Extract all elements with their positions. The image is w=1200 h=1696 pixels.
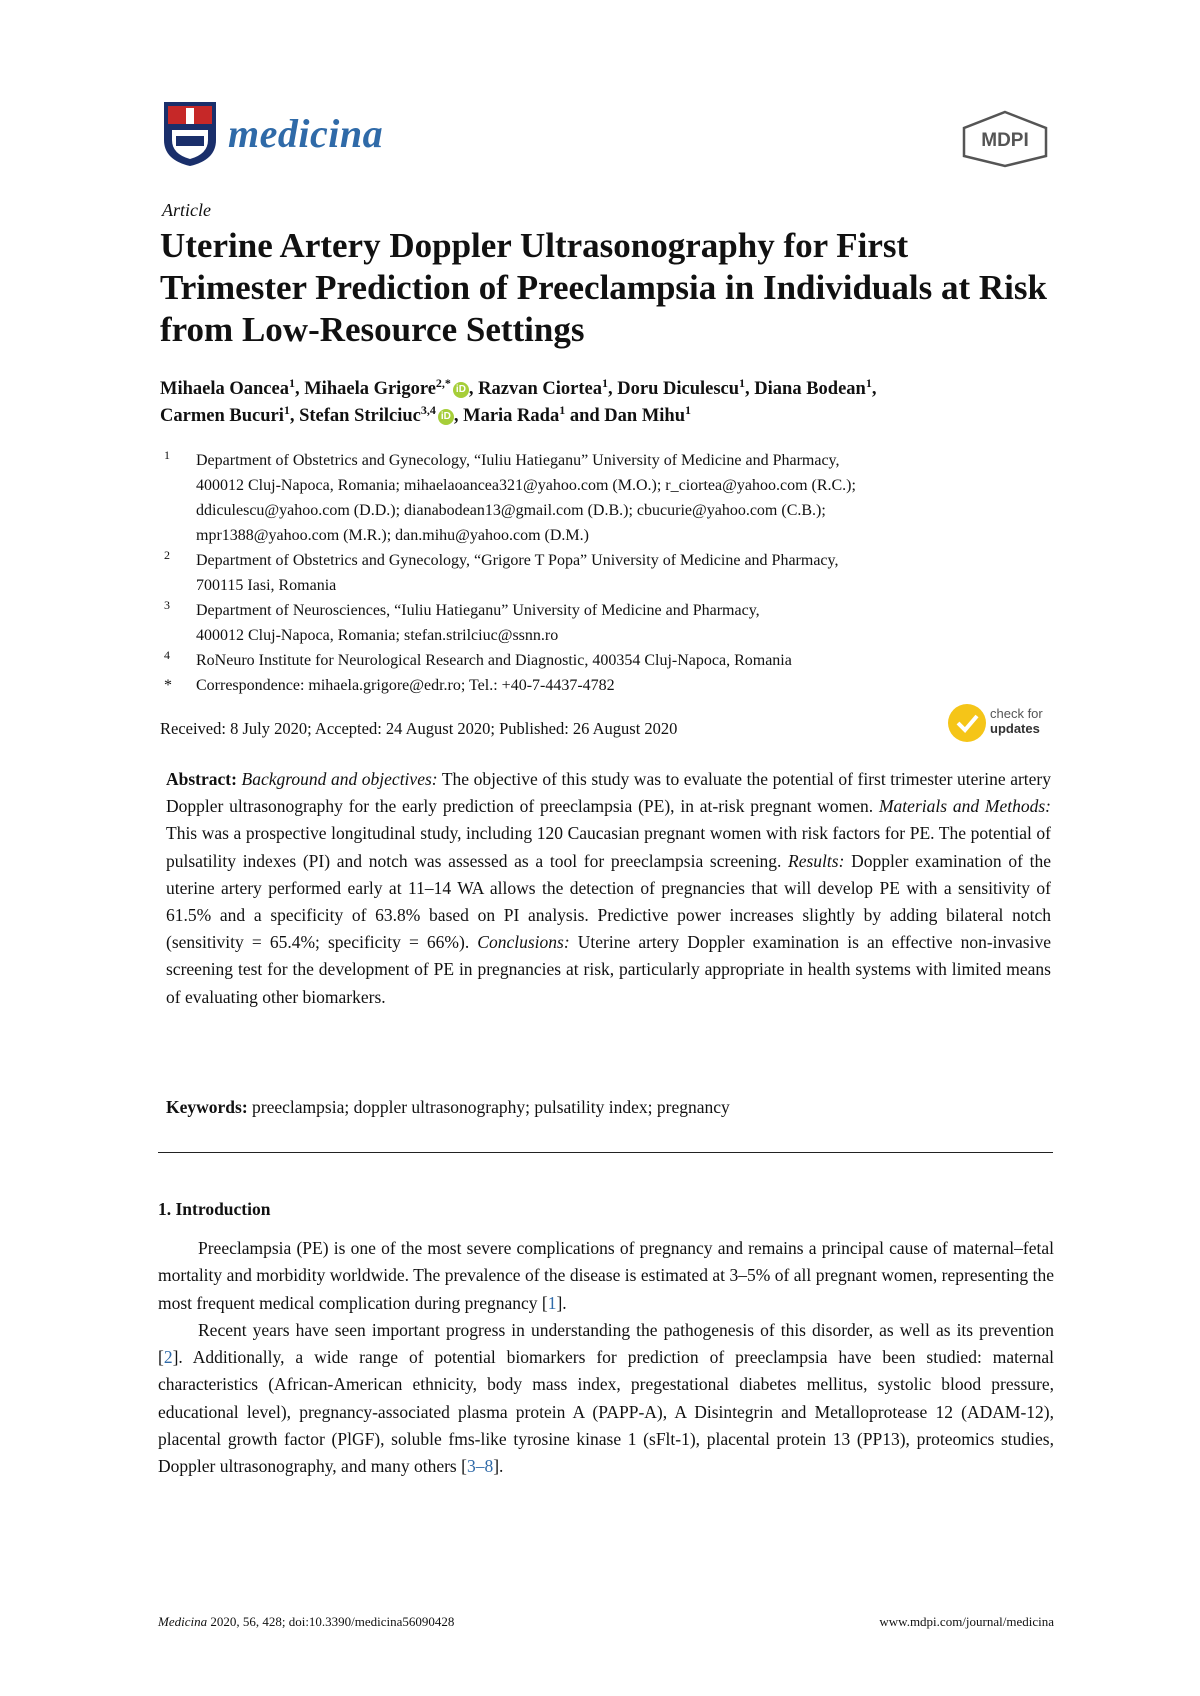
author-separator: , xyxy=(453,406,464,426)
author-separator: and xyxy=(565,406,605,426)
author-separator: , xyxy=(608,379,618,399)
checkmark-icon xyxy=(948,704,986,742)
orcid-icon[interactable]: iD xyxy=(438,409,454,425)
author-affiliation-mark: 1 xyxy=(865,375,872,390)
orcid-icon[interactable]: iD xyxy=(453,382,469,398)
affiliation-mark: 4 xyxy=(164,648,170,662)
author-name[interactable]: Mihaela Grigore xyxy=(304,379,436,399)
affiliation-line: RoNeuro Institute for Neurological Research and Diagnostic, 400354 Cluj-Napoca, Romania xyxy=(196,652,792,669)
affiliation-item xyxy=(160,673,1070,698)
abstract-text: This was a prospective longitudinal study, including 120 Caucasian pregnant women with risk factors for PE. The potential of pulsatility indexes (PI) and notch was assessed as a tool for preeclampsia screening. xyxy=(166,823,1051,871)
mdpi-logo xyxy=(960,110,1050,168)
check-for-updates-badge[interactable] xyxy=(948,704,1058,746)
affiliation-mark: 1 xyxy=(164,448,170,462)
abstract-text: Doppler examination of the uterine artery performed early at 11–14 WA allows the detection of pregnancies that will develop PE with a sensitivity of 61.5% and a specificity of 63.8% based on PI analysis. Predictive power increases slightly by adding bilateral notch (sensitivity = 65.4%; specificity = 66%). xyxy=(166,850,1051,953)
author-name[interactable]: Maria Rada xyxy=(463,406,560,426)
author-affiliation-mark: 1 xyxy=(288,375,295,390)
affiliation-line: mpr1388@yahoo.com (M.R.); dan.mihu@yahoo.com (D.M.) xyxy=(196,527,589,544)
affiliation-mark: * xyxy=(164,677,172,694)
author-name[interactable]: Carmen Bucuri xyxy=(160,406,284,426)
journal-crest-logo xyxy=(162,100,218,168)
abstract-subheading: Results: xyxy=(788,850,845,871)
body-paragraph xyxy=(158,1235,1054,1317)
body-paragraph xyxy=(158,1317,1054,1481)
journal-name: medicina xyxy=(228,111,384,156)
author-list xyxy=(160,376,1070,430)
author-separator: , xyxy=(871,379,877,399)
author-name[interactable]: Doru Diculescu xyxy=(617,379,740,399)
author-name[interactable]: Stefan Strilciuc xyxy=(299,406,421,426)
author-name[interactable]: Razvan Ciortea xyxy=(478,379,602,399)
author-name[interactable]: Diana Bodean xyxy=(754,379,866,399)
abstract-subheading: Background and objectives: xyxy=(241,769,438,789)
author-separator: , xyxy=(294,379,305,399)
footer-url[interactable]: www.mdpi.com/journal/medicina xyxy=(879,1614,1054,1629)
affiliation-item xyxy=(160,548,1070,598)
publication-dates: Received: 8 July 2020; Accepted: 24 August 2020; Published: 26 August 2020 xyxy=(160,719,678,738)
abstract-label: Abstract: xyxy=(166,769,237,789)
paragraph-text: Recent years have seen important progress in understanding the pathogenesis of this disorder, as well as its prevention [ xyxy=(158,1319,1054,1368)
section-heading: 1. Introduction xyxy=(158,1199,271,1219)
check-updates-line1: check for xyxy=(990,706,1043,721)
affiliation-line: Department of Neurosciences, “Iuliu Hatieganu” University of Medicine and Pharmacy, xyxy=(196,602,760,619)
citation-link[interactable]: 1 xyxy=(547,1292,557,1313)
section-divider xyxy=(158,1152,1053,1153)
author-separator: , xyxy=(468,379,479,399)
author-affiliation-mark: 2,* xyxy=(435,375,451,390)
citation-link[interactable]: 3–8 xyxy=(466,1456,494,1477)
affiliation-line: Department of Obstetrics and Gynecology, “Grigore T Popa” University of Medicine and Pharmacy, xyxy=(196,552,839,569)
citation-link[interactable]: 2 xyxy=(163,1347,173,1368)
abstract-subheading: Conclusions: xyxy=(477,932,570,953)
abstract-subheading: Materials and Methods: xyxy=(878,796,1051,817)
article-type: Article xyxy=(162,200,211,220)
author-separator: , xyxy=(745,379,755,399)
author-affiliation-mark: 1 xyxy=(602,375,608,390)
affiliation-mark: 2 xyxy=(164,548,170,562)
article-title: Uterine Artery Doppler Ultrasonography for First Trimester Prediction of Preeclampsia in Individuals at Risk from Low-Resource Settings xyxy=(160,226,1047,349)
paragraph-text: ]. xyxy=(493,1456,504,1477)
abstract-text: The objective of this study was to evaluate the potential of first trimester uterine artery Doppler ultrasonography for the early prediction of preeclampsia (PE), in at-risk pregnant women. xyxy=(166,769,1051,817)
author-name[interactable]: Dan Mihu xyxy=(604,406,685,426)
footer-citation-rest: 2020, 56, 428; doi:10.3390/medicina56090428 xyxy=(207,1614,455,1629)
affiliations-list xyxy=(160,448,1070,698)
affiliation-item xyxy=(160,648,1070,673)
footer-citation xyxy=(158,1614,454,1630)
affiliation-line: ddiculescu@yahoo.com (D.D.); dianabodean13@gmail.com (D.B.); cbucurie@yahoo.com (C.B.); xyxy=(196,502,826,519)
affiliation-mark: 3 xyxy=(164,598,170,612)
author-name[interactable]: Mihaela Oancea xyxy=(160,379,289,399)
keywords-text: preeclampsia; doppler ultrasonography; pulsatility index; pregnancy xyxy=(247,1097,730,1117)
affiliation-line: Correspondence: mihaela.grigore@edr.ro; Tel.: +40-7-4437-4782 xyxy=(196,677,615,694)
affiliation-line: 700115 Iasi, Romania xyxy=(196,577,337,594)
affiliation-item xyxy=(160,448,1070,548)
author-separator: , xyxy=(289,406,300,426)
affiliation-line: 400012 Cluj-Napoca, Romania; stefan.strilciuc@ssnn.ro xyxy=(196,627,559,644)
author-affiliation-mark: 1 xyxy=(685,402,691,417)
paragraph-text: ]. xyxy=(556,1292,567,1313)
affiliation-line: 400012 Cluj-Napoca, Romania; mihaelaoancea321@yahoo.com (M.O.); r_ciortea@yahoo.com (R.C.); xyxy=(196,477,856,494)
author-affiliation-mark: 1 xyxy=(559,402,566,417)
keywords-label: Keywords: xyxy=(166,1097,248,1117)
body-text xyxy=(158,1235,1054,1481)
author-affiliation-mark: 1 xyxy=(739,375,746,390)
footer-journal: Medicina xyxy=(158,1614,208,1629)
affiliation-item xyxy=(160,598,1070,648)
author-affiliation-mark: 1 xyxy=(283,402,290,417)
paragraph-text: Preeclampsia (PE) is one of the most severe complications of pregnancy and remains a principal cause of maternal–fetal mortality and morbidity worldwide. The prevalence of the disease is estimated at 3–5% of all pregnant women, representing the most frequent medical complication during pregnancy [ xyxy=(158,1238,1054,1313)
keywords xyxy=(166,1097,730,1118)
abstract xyxy=(166,766,1051,1011)
author-affiliation-mark: 3,4 xyxy=(420,402,436,417)
paragraph-text: ]. Additionally, a wide range of potential biomarkers for prediction of preeclampsia have been studied: maternal characteristics (African-American ethnicity, body mass index, pregestational diabetes mellitus, systolic blood pressure, educational level), pregnancy-associated plasma protein A (PAPP-A), A Disintegrin and Metalloprotease 12 (ADAM-12), placental growth factor (PlGF), soluble fms-like tyrosine kinase 1 (sFlt-1), placental protein 13 (PP13), proteomics studies, Doppler ultrasonography, and many others [ xyxy=(158,1347,1054,1477)
check-updates-line2: updates xyxy=(990,721,1040,736)
abstract-text: Uterine artery Doppler examination is an effective non-invasive screening test for the development of PE in pregnancies at risk, particularly appropriate in health systems with limited means of evaluating other biomarkers. xyxy=(166,932,1051,1007)
affiliation-line: Department of Obstetrics and Gynecology, “Iuliu Hatieganu” University of Medicine and Pharmacy, xyxy=(196,452,840,469)
mdpi-logo-text: MDPI xyxy=(981,130,1029,151)
